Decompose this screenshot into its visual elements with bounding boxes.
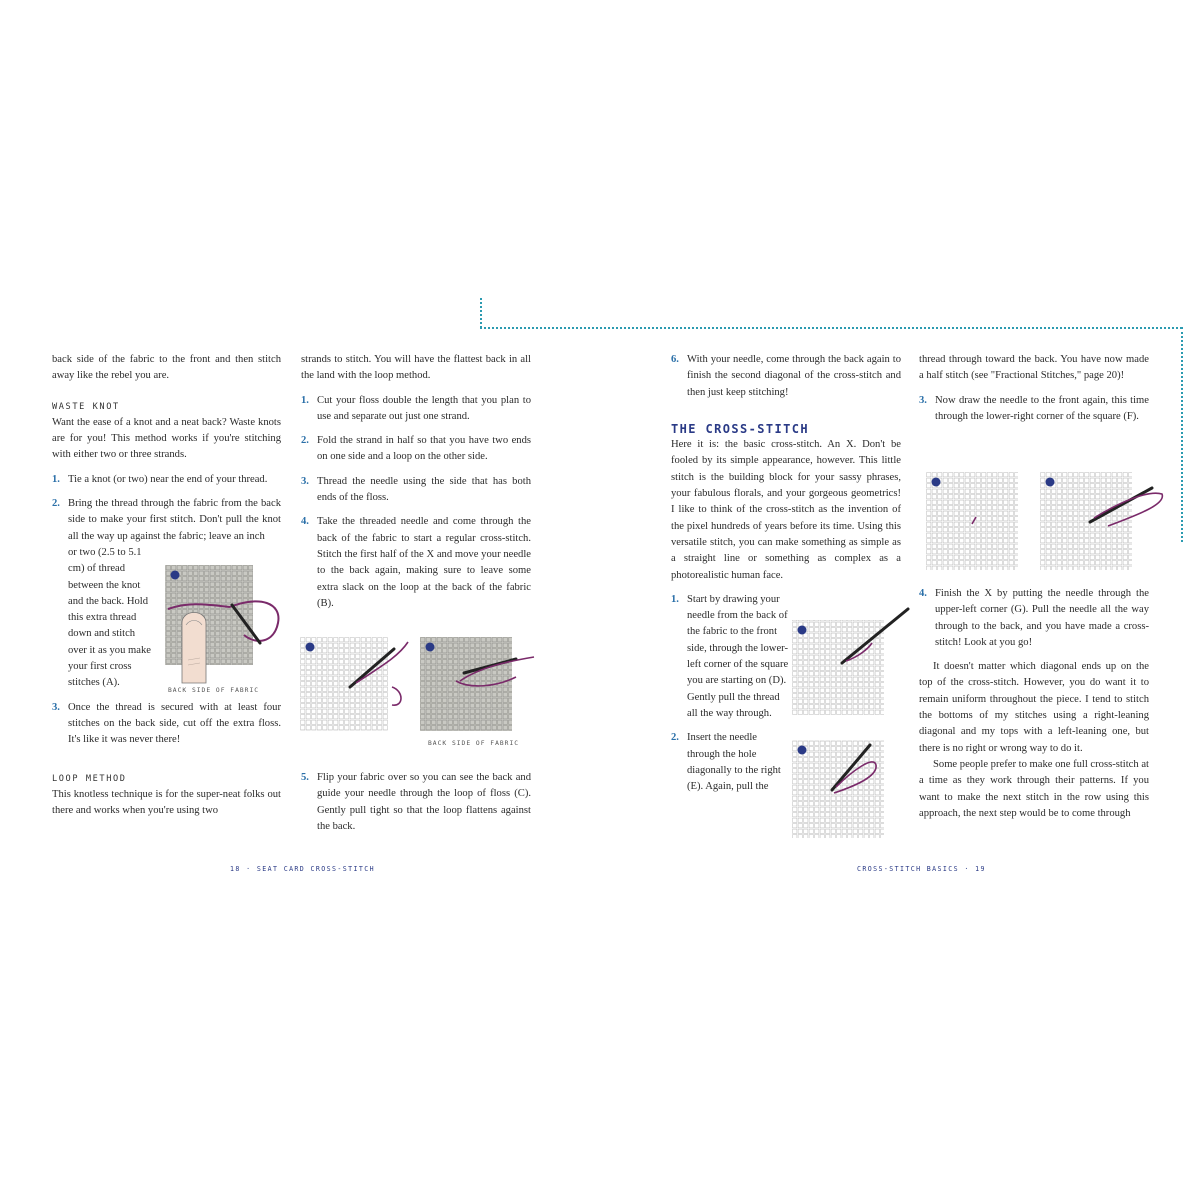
paragraph: thread through toward the back. You have now made a half stitch (see "Fractional Stitches," page 20)! bbox=[919, 354, 1149, 382]
step-item bbox=[671, 730, 791, 795]
step-text: Now draw the needle to the front again, this time through the lower-right corner of the square (F). bbox=[935, 394, 1149, 422]
step-item bbox=[671, 352, 901, 401]
left-page-column-2-continued bbox=[301, 770, 531, 835]
step-item-continued bbox=[52, 545, 156, 692]
right-page-column-2 bbox=[919, 352, 1149, 425]
paragraph: This knotless technique is for the super-neat folks out there and works when you're using two bbox=[52, 788, 281, 817]
step-item bbox=[301, 474, 531, 507]
paragraph: Here it is: the basic cross-stitch. An X. Don't be fooled by its simple appearance, however. This little stitch is the building block for your sassy phrases, your fabulous florals, and your gorgeous geometrics! I like to think of the cross-stitch as the invention of the pixel hundreds of years before its time. Using this versatile stitch, you can make something as simple as a straight line or something as complex as a photorealistic human face. bbox=[671, 439, 901, 581]
figure-caption: BACK SIDE OF FABRIC bbox=[168, 687, 260, 694]
step-text: Start by drawing your needle from the back of the fabric to the front side, through the lower-left corner of the square you are starting on (D). Gently pull the thread all the way through. bbox=[687, 593, 789, 719]
step-item bbox=[52, 472, 281, 488]
step-item bbox=[301, 770, 531, 835]
paragraph: It doesn't matter which diagonal ends up on the top of the cross-stitch. However, you do want it to remain uniform throughout the piece. I tend to stitch the bottoms of my stitches using a right-leaning diagonal and my tops with a left-leaning one, but there is no right or wrong way to do it. bbox=[919, 661, 1149, 754]
figure-e-needle-diagonal bbox=[792, 735, 914, 840]
figure-a-hand-thread bbox=[160, 565, 285, 685]
dotted-border bbox=[1181, 327, 1183, 542]
step-number: 1. bbox=[52, 473, 60, 485]
step-text: Thread the needle using the side that has both ends of the floss. bbox=[317, 475, 531, 504]
step-number: 1. bbox=[301, 394, 309, 406]
figure-b-half-stitch-loop bbox=[300, 637, 412, 733]
left-page-column-2 bbox=[301, 352, 531, 612]
right-page-column-2-continued bbox=[919, 586, 1149, 822]
step-text: Flip your fabric over so you can see the back and guide your needle through the loop of floss (C). Gently pull tight so that the loop flattens against the back. bbox=[317, 772, 531, 832]
footer-left: 18 · SEAT CARD CROSS-STITCH bbox=[230, 865, 375, 873]
footer-right: CROSS-STITCH BASICS · 19 bbox=[857, 865, 986, 873]
step-text: With your needle, come through the back again to finish the second diagonal of the cross-stitch and then just keep stitching! bbox=[687, 354, 901, 398]
step-number: 6. bbox=[671, 354, 679, 365]
step-number: 2. bbox=[52, 498, 60, 510]
right-page-column-1 bbox=[671, 352, 901, 795]
step-item bbox=[301, 433, 531, 466]
step-number: 2. bbox=[301, 435, 309, 447]
step-number: 3. bbox=[919, 394, 927, 406]
step-item bbox=[919, 586, 1149, 651]
step-item bbox=[671, 592, 791, 722]
paragraph: Some people prefer to make one full cross-stitch at a time as they work through their patterns. If you want to make the next stitch in the row using this approach, the next step would be to come through bbox=[919, 758, 1149, 819]
step-text: Once the thread is secured with at least four stitches on the back side, cut off the extra floss. It's like it was never there! bbox=[68, 701, 281, 746]
figure-d-needle-lower-left bbox=[792, 605, 914, 715]
step-number: 4. bbox=[919, 588, 927, 599]
step-item bbox=[52, 496, 281, 545]
step-item bbox=[301, 393, 531, 426]
section-heading-cross-stitch: THE CROSS-STITCH bbox=[671, 421, 809, 436]
step-item bbox=[919, 393, 1149, 426]
step-number: 2. bbox=[671, 732, 679, 744]
step-number: 3. bbox=[52, 701, 60, 713]
step-text: or two (2.5 to 5.1 cm) of thread between the knot and the back. Hold this extra thread down and stitch over it as you make your first cross stitches (A). bbox=[68, 546, 151, 689]
step-text: Tie a knot (or two) near the end of your thread. bbox=[68, 473, 268, 485]
figure-g-upper-left bbox=[1040, 472, 1168, 572]
paragraph: strands to stitch. You will have the flattest back in all the land with the loop method. bbox=[301, 354, 531, 382]
paragraph: back side of the fabric to the front and then stitch away like the rebel you are. bbox=[52, 354, 281, 382]
step-text: Finish the X by putting the needle through the upper-left corner (G). Pull the needle all the way through to the back, and you have made a cross-stitch! Look at you go! bbox=[935, 588, 1149, 648]
step-item bbox=[52, 700, 281, 749]
figure-f-lower-right bbox=[926, 472, 1026, 572]
dotted-border bbox=[480, 327, 1182, 329]
section-heading-waste-knot: WASTE KNOT bbox=[52, 401, 120, 412]
step-text: Insert the needle through the hole diagonally to the right (E). Again, pull the bbox=[687, 732, 781, 793]
figure-c-loop-back bbox=[420, 637, 538, 733]
step-number: 5. bbox=[301, 772, 309, 783]
step-text: Fold the strand in half so that you have two ends on one side and a loop on the other side. bbox=[317, 435, 531, 463]
step-number: 1. bbox=[671, 593, 679, 605]
step-text: Take the threaded needle and come through the back of the fabric to start a regular cross-stitch. Stitch the first half of the X and move your needle to the back again, making sure to leave some extra slack on the loop at the back of the fabric (B). bbox=[317, 516, 531, 609]
step-number: 4. bbox=[301, 516, 309, 528]
section-heading-loop-method: LOOP METHOD bbox=[52, 773, 127, 784]
step-text: Bring the thread through the fabric from the back side to make your first stitch. Don't pull the knot all the way up against the fabric; leave an inch bbox=[68, 498, 281, 542]
step-number: 3. bbox=[301, 475, 309, 487]
step-text: Cut your floss double the length that you plan to use and separate out just one strand. bbox=[317, 394, 531, 422]
paragraph: Want the ease of a knot and a neat back? Waste knots are for you! This method works if you're stitching with either two or three strands. bbox=[52, 416, 281, 461]
step-item bbox=[301, 514, 531, 612]
dotted-border bbox=[480, 298, 482, 328]
figure-caption: BACK SIDE OF FABRIC bbox=[428, 740, 520, 747]
